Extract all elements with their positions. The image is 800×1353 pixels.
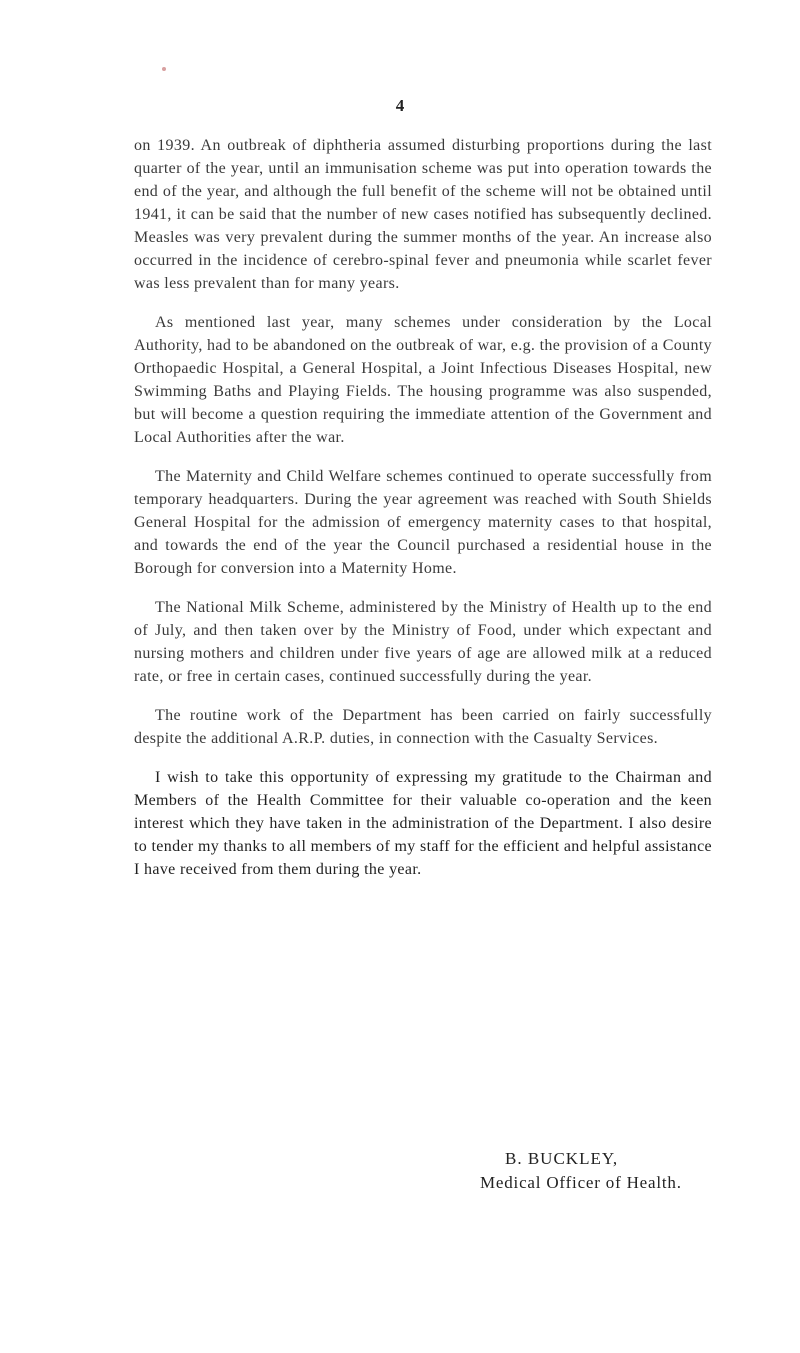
- page-number: 4: [395, 96, 405, 115]
- paragraph-4: The National Milk Scheme, administered by the Ministry of Health up to the end of July, and then taken over by the Ministry of Food, under which expectant and nursing mothers and children under five years of age are allowed milk at a reduced rate, or free in certain cases, continued successfully during the year.: [134, 599, 712, 685]
- paragraph-1: on 1939. An outbreak of diphtheria assumed disturbing proportions during the last quarter of the year, until an immunisation scheme was put into operation towards the end of the year, and although the full benefit of the scheme will not be obtained until 1941, it can be said that the number of new cases notified has subsequently declined. Measles was very prevalent during the summer months of the year. An increase also occurred in the incidence of cerebro-spinal fever and pneumonia while scarlet fever was less prevalent than for many years.: [134, 137, 712, 292]
- paragraph-3: The Maternity and Child Welfare schemes continued to operate successfully from temporary headquarters. During the year agreement was reached with South Shields General Hospital for the admission of emergency maternity cases to that hospital, and towards the end of the year the Council purchased a residential house in the Borough for conversion into a Maternity Home.: [134, 468, 712, 577]
- signature-name: B. BUCKLEY,: [505, 1149, 619, 1168]
- paragraph-6: I wish to take this opportunity of expressing my gratitude to the Chairman and Members of the Health Committee for their valuable co-operation and the keen interest which they have taken in the administration of the Department. I also desire to tender my thanks to all members of my staff for the efficient and helpful assistance I have received from them during the year.: [134, 769, 712, 878]
- body-text: [134, 134, 712, 897]
- paragraph-5: The routine work of the Department has been carried on fairly successfully despite the additional A.R.P. duties, in connection with the Casualty Services.: [134, 707, 712, 747]
- paragraph-2: As mentioned last year, many schemes under consideration by the Local Authority, had to be abandoned on the outbreak of war, e.g. the provision of a County Orthopaedic Hospital, a General Hospital, a Joint Infectious Diseases Hospital, new Swimming Baths and Playing Fields. The housing programme was also suspended, but will become a question requiring the immediate attention of the Government and Local Authorities after the war.: [134, 314, 712, 446]
- ink-speck: [162, 67, 166, 71]
- signature-title: Medical Officer of Health.: [480, 1173, 682, 1192]
- signature-block: [134, 1147, 712, 1195]
